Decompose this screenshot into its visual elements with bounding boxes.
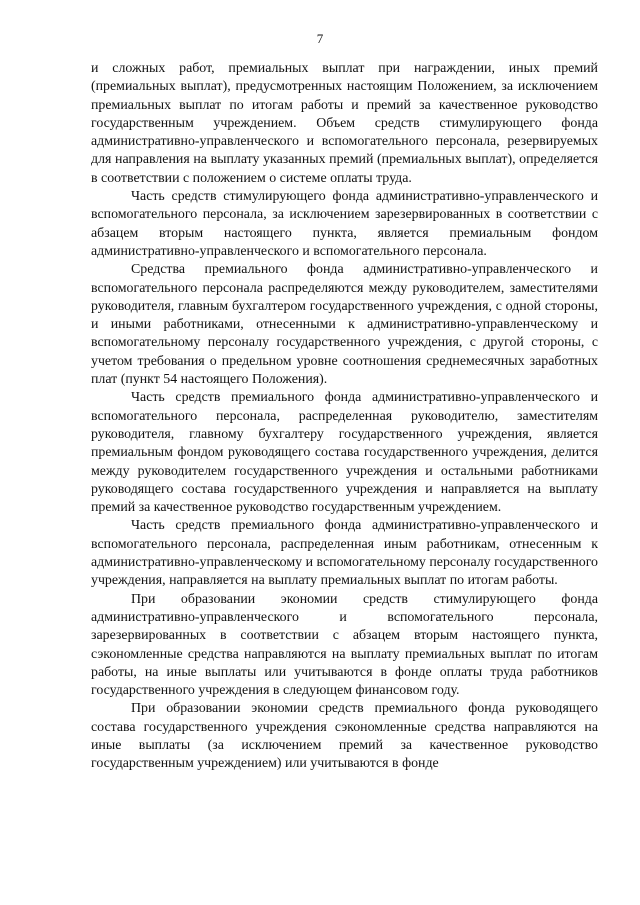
paragraph-management-fund: Часть средств премиального фонда административно-управленческого и вспомогательного персонала, распределенная руководителю, заместителям руководителя, главному бухгалтеру государственного учреждения, является премиальным фондом руководящего состава государственного учреждения, делится между руководителем государственного учреждения и остальными работниками руководящего состава государственного учреждения и направляется на выплату премий за качественное руководство государственным учреждением. <box>91 390 598 516</box>
document-body <box>91 60 598 774</box>
paragraph-savings-management: При образовании экономии средств премиального фонда руководящего состава государственного учреждения сэкономленные средства направляются на иные выплаты (за исключением премий за качественное руководство государственным учреждением) или учитываются в фонде <box>91 701 598 772</box>
paragraph-savings-stimulating: При образовании экономии средств стимулирующего фонда административно-управленческого и вспомогательного персонала, зарезервированных в соответствии с абзацем вторым настоящего пункта, сэкономленные средства направляются на выплату премиальных выплат по итогам работы, на иные выплаты или учитываются в фонде оплаты труда работников государственного учреждения в следующем финансовом году. <box>91 591 598 699</box>
paragraph-premium-fund: Часть средств стимулирующего фонда административно-управленческого и вспомогательного персонала, за исключением зарезервированных в соответствии с абзацем вторым настоящего пункта, является премиальным фондом административно-управленческого и вспомогательного персонала. <box>91 189 598 259</box>
paragraph-distribution: Средства премиального фонда административно-управленческого и вспомогательного персонала распределяются между руководителем, заместителями руководителя, главным бухгалтером государственного учреждения, с одной стороны, и иными работниками, отнесенными к административно-управленческому и вспомогательному персоналу государственного учреждения, с другой стороны, с учетом требования о предельном уровне соотношения среднемесячных заработных плат (пункт 54 настоящего Положения). <box>91 262 598 388</box>
paragraph-continuation: и сложных работ, премиальных выплат при награждении, иных премий (премиальных выплат), предусмотренных настоящим Положением, за исключением премиальных выплат по итогам работы и премий за качественное руководство государственным учреждением. Объем средств стимулирующего фонда административно-управленческого и вспомогательного персонала, резервируемых для направления на выплату указанных премий (премиальных выплат), определяется в соответствии с положением о системе оплаты труда. <box>91 61 598 186</box>
paragraph-other-staff: Часть средств премиального фонда административно-управленческого и вспомогательного персонала, распределенная иным работникам, отнесенным к административно-управленческому и вспомогательному персоналу государственного учреждения, направляется на выплату премиальных выплат по итогам работы. <box>91 518 598 589</box>
page-number: 7 <box>316 31 324 46</box>
